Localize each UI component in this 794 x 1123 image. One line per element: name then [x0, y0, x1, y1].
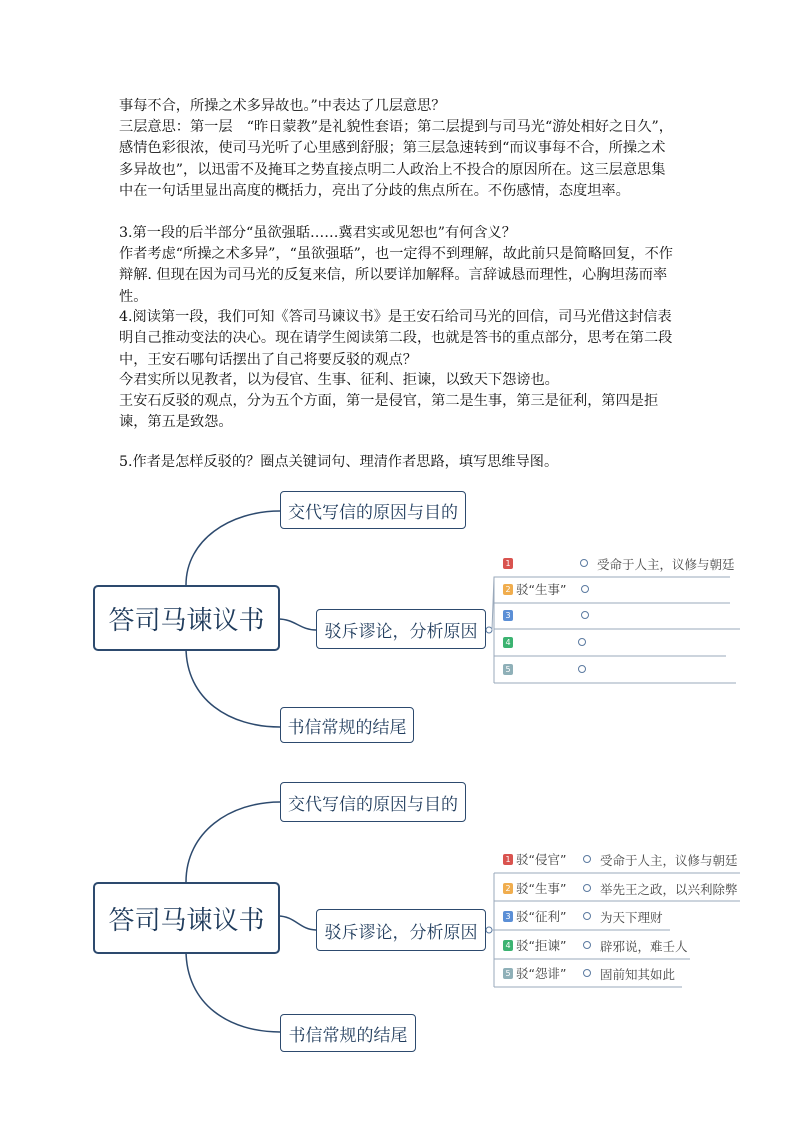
- bullet-icon: [583, 941, 591, 949]
- bullet-icon: [583, 969, 591, 977]
- answer-4-explanation: 王安石反驳的观点，分为五个方面，第一是侵官，第二是生事，第三是征利，第四是拒谏，第五是致怨。: [119, 393, 659, 431]
- branch-reason-purpose: 交代写信的原因与目的: [280, 491, 466, 529]
- branch-refute: 驳斥谬论，分析原因: [316, 909, 486, 951]
- bullet-icon: [578, 665, 586, 673]
- bullet-icon: [578, 638, 586, 646]
- question-3: 3.第一段的后半部分“虽欲强聒……冀君实或见恕也”有何含义？: [119, 225, 516, 241]
- mindmap-blank: [0, 480, 794, 755]
- bullet-icon: [581, 611, 589, 619]
- number-badge: 1: [503, 558, 513, 569]
- item-label: 驳“侵官”: [516, 852, 567, 867]
- item-note: 举先王之政，以兴利除弊: [600, 882, 738, 897]
- answer-3: 作者考虑“所操之术多异”，“虽欲强聒”，也一定得不到理解，故此前只是简略回复，不作辩解. 但现在因为司马光的反复来信，所以要详加解释。言辞诚恳而理性，心胸坦荡而率性。: [119, 246, 673, 305]
- number-badge: 2: [503, 883, 513, 894]
- number-badge: 2: [503, 584, 513, 595]
- question-4: 4.阅读第一段，我们可知《答司马谏议书》是王安石给司马光的回信，司马光借这封信表明自己推动变法的决心。现在请学生阅读第二段，也就是答书的重点部分，思考在第二段中，王安石哪句话摆出了自己将要反驳的观点？: [119, 309, 673, 368]
- number-badge: 4: [503, 637, 513, 648]
- mindmap-filled: [0, 770, 794, 1060]
- list-item: [503, 903, 743, 929]
- question-5: 5.作者是怎样反驳的？圈点关键词句、理清作者思路，填写思维导图。: [119, 454, 559, 470]
- item-label: 驳“生事”: [516, 881, 567, 896]
- item-label: 驳“怨诽”: [516, 966, 567, 981]
- branch-refute: 驳斥谬论，分析原因: [316, 609, 486, 649]
- number-badge: 5: [503, 664, 513, 675]
- list-item: [503, 629, 733, 655]
- root-node: 答司马谏议书: [93, 882, 280, 954]
- item-label: 驳“生事”: [516, 582, 567, 597]
- root-node: 答司马谏议书: [93, 585, 280, 651]
- bullet-icon: [580, 559, 588, 567]
- bullet-icon: [583, 884, 591, 892]
- item-note: 为天下理财: [600, 910, 663, 925]
- number-badge: 4: [503, 940, 513, 951]
- list-item: [503, 656, 733, 682]
- item-note: 受命于人主，议修与朝廷: [597, 557, 735, 572]
- list-item: [503, 960, 743, 986]
- bullet-icon: [583, 912, 591, 920]
- item-note: 固前知其如此: [600, 967, 676, 982]
- branch-closing: 书信常规的结尾: [280, 707, 414, 743]
- item-label: 驳“拒谏”: [516, 938, 567, 953]
- branch-reason-purpose: 交代写信的原因与目的: [280, 782, 466, 822]
- number-badge: 5: [503, 968, 513, 979]
- item-note: 受命于人主，议修与朝廷: [600, 853, 738, 868]
- list-item: [503, 550, 733, 576]
- list-item: [503, 875, 743, 901]
- list-item: [503, 846, 743, 872]
- bullet-icon: [583, 855, 591, 863]
- number-badge: 3: [503, 610, 513, 621]
- item-note: 辟邪说，难壬人: [600, 939, 688, 954]
- branch-closing: 书信常规的结尾: [280, 1014, 416, 1052]
- list-item: [503, 576, 733, 602]
- number-badge: 1: [503, 854, 513, 865]
- question-2-tail: 事每不合，所操之术多异故也。”中表达了几层意思？: [119, 98, 446, 114]
- answer-2: 三层意思：第一层 “昨日蒙教”是礼貌性套语；第二层提到与司马光“游处相好之日久”，感情色彩很浓，使司马光听了心里感到舒服；第三层急速转到“而议事每不合，所操之术多异故也”，以迅雷不及掩耳之势直接点明二人政治上不投合的原因所在。这三层意思集中在一句话里显出高度的概括力，亮出了分歧的焦点所在。不伤感情，态度坦率。: [119, 119, 673, 199]
- answer-4-quote: 今君实所以见教者，以为侵官、生事、征利、拒谏，以致天下怨谤也。: [119, 372, 559, 388]
- number-badge: 3: [503, 911, 513, 922]
- bullet-icon: [581, 585, 589, 593]
- list-item: [503, 932, 743, 958]
- item-label: 驳“征利”: [516, 909, 567, 924]
- list-item: [503, 602, 733, 628]
